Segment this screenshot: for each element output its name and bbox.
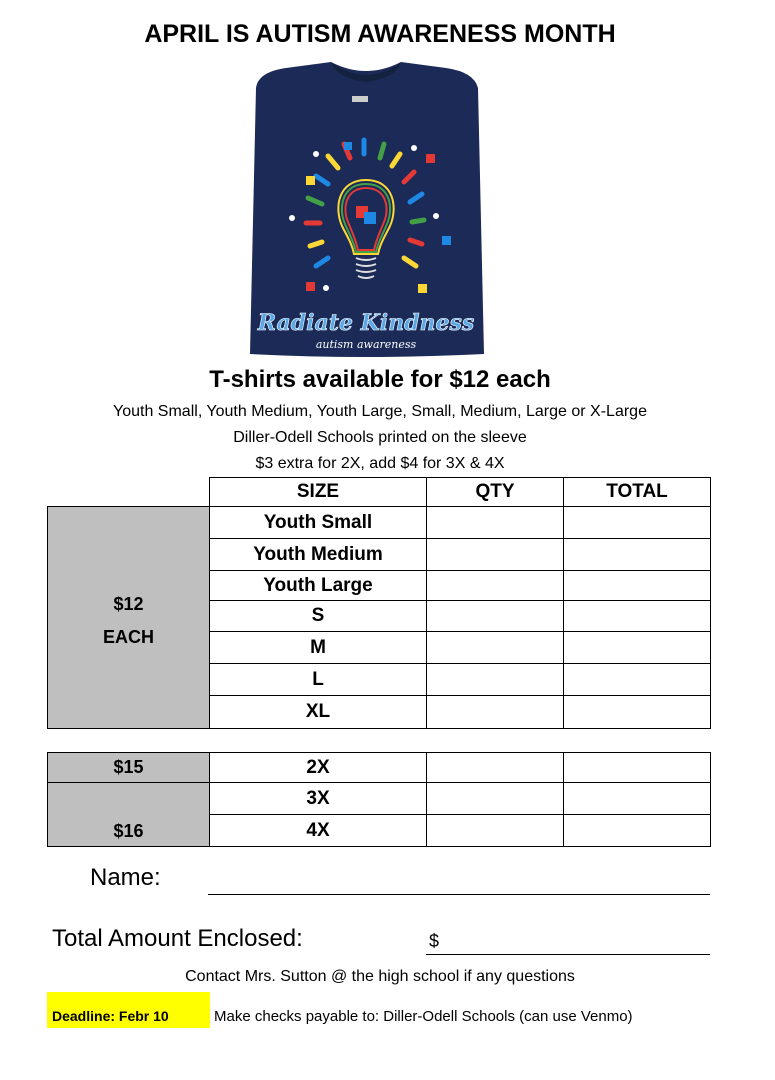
total-field[interactable] [564,753,711,783]
name-label: Name: [90,864,161,891]
order-table-12 [47,477,711,729]
headline: T-shirts available for $12 each [209,366,551,393]
qty-field[interactable] [427,507,564,539]
page-title: APRIL IS AUTISM AWARENESS MONTH [144,20,616,48]
total-field[interactable] [564,664,711,696]
size-s: S [210,601,427,632]
info-sizes: Youth Small, Youth Medium, Youth Large, Small, Medium, Large or X-Large [113,403,647,420]
info-extra-cost: $3 extra for 2X, add $4 for 3X & 4X [255,455,505,472]
qty-field[interactable] [427,539,564,571]
total-field[interactable] [564,601,711,632]
price-cell-12 [48,507,210,729]
header-qty: QTY [427,478,564,507]
size-2x: 2X [210,753,427,783]
price-cell-16 [48,783,210,847]
amount-prefix: $ [429,931,440,951]
tshirt-image [246,58,486,360]
size-m: M [210,632,427,664]
header-size: SIZE [210,478,427,507]
qty-field[interactable] [427,753,564,783]
total-field[interactable] [564,696,711,729]
price-16: $16 [113,821,144,841]
amount-label: Total Amount Enclosed: [52,925,303,952]
size-4x: 4X [210,815,427,847]
size-xl: XL [210,696,427,729]
qty-field[interactable] [427,696,564,729]
qty-field[interactable] [427,664,564,696]
qty-field[interactable] [427,815,564,847]
size-3x: 3X [210,783,427,815]
shirt-print-title: Radiate Kindness [257,310,475,336]
deadline-badge: Deadline: Febr 10 [47,992,210,1028]
qty-field[interactable] [427,601,564,632]
qty-field[interactable] [427,571,564,601]
qty-field[interactable] [427,632,564,664]
contact-note: Contact Mrs. Sutton @ the high school if any questions [185,968,575,985]
amount-field[interactable] [426,954,710,955]
size-youth-small: Youth Small [210,507,427,539]
qty-field[interactable] [427,783,564,815]
total-field[interactable] [564,632,711,664]
info-sleeve: Diller-Odell Schools printed on the sleeve [233,429,527,446]
size-l: L [210,664,427,696]
name-field[interactable] [208,894,710,895]
total-field[interactable] [564,815,711,847]
price-15: $15 [48,753,210,783]
total-field[interactable] [564,507,711,539]
price-12: $12 [113,593,144,614]
order-table-plus [47,752,711,847]
header-total: TOTAL [564,478,711,507]
shirt-print-subtitle: autism awareness [315,338,417,351]
total-field[interactable] [564,571,711,601]
size-youth-medium: Youth Medium [210,539,427,571]
total-field[interactable] [564,539,711,571]
checks-payable-note: Make checks payable to: Diller-Odell Schools (can use Venmo) [214,1008,633,1025]
size-youth-large: Youth Large [210,571,427,601]
price-12-each: EACH [102,626,154,647]
total-field[interactable] [564,783,711,815]
